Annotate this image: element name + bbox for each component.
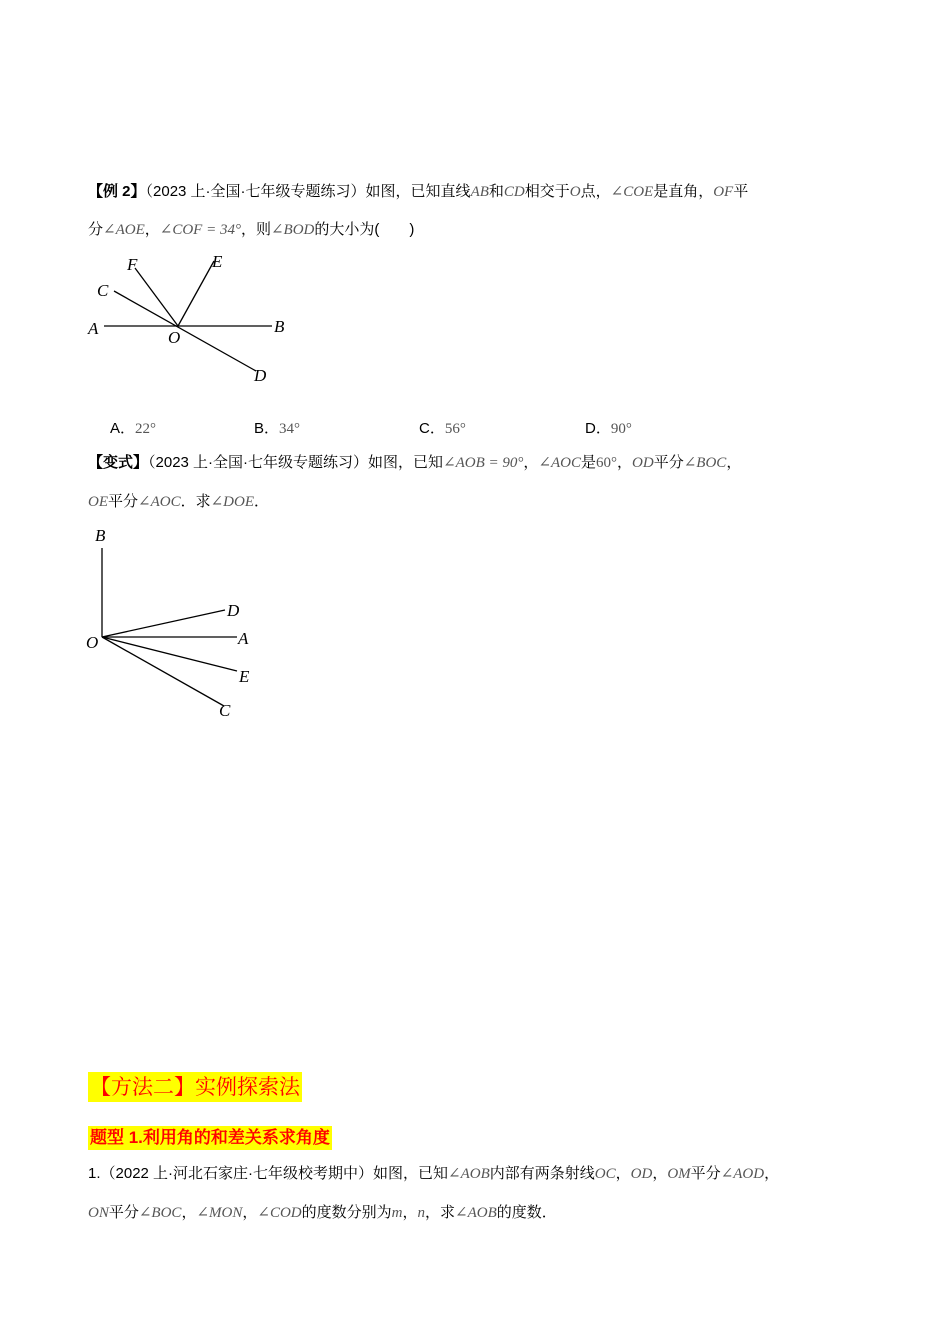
- text: ，: [523, 454, 539, 471]
- choice-letter: B．: [254, 420, 280, 437]
- math: AB: [470, 184, 489, 200]
- text: 分: [88, 221, 104, 238]
- math: ∠MON: [196, 1205, 243, 1221]
- math: OD: [632, 455, 654, 471]
- math: ∠COD: [257, 1205, 302, 1221]
- math: ∠AOB: [455, 1205, 497, 1221]
- label-c: C: [219, 701, 231, 720]
- text: 1.（2022 上·河北石家庄·七年级校考期中）如图，已知: [88, 1165, 449, 1182]
- text: ，则: [240, 221, 271, 238]
- label-d: D: [227, 601, 240, 620]
- text: 是: [581, 454, 597, 471]
- variant-tag: 【变式】: [88, 454, 149, 471]
- label-b: B: [274, 317, 285, 336]
- text: 内部有两条射线: [489, 1165, 595, 1182]
- text: ，: [242, 1204, 258, 1221]
- example2-source: （2023 上·全国·七年级专题练习）: [145, 183, 366, 200]
- text: ，: [617, 454, 633, 471]
- example2-line1: [88, 181, 748, 203]
- math: ∠AOE: [103, 222, 145, 238]
- label-e: E: [212, 252, 223, 271]
- label-a: A: [238, 629, 249, 648]
- math: ∠COE: [610, 184, 654, 200]
- math: O: [569, 184, 581, 200]
- text: 平分: [653, 454, 684, 471]
- choice-value: 90°: [610, 421, 632, 437]
- choice-letter: D．: [585, 420, 611, 437]
- text: 的大小为( ): [314, 221, 415, 238]
- label-o: O: [86, 633, 99, 652]
- math: OF: [713, 184, 734, 200]
- variant-figure: [80, 520, 280, 725]
- line-cd: [114, 291, 256, 371]
- math: ∠AOC: [138, 494, 181, 510]
- text: 是直角，: [653, 183, 714, 200]
- math: ∠COF = 34°: [159, 222, 241, 238]
- choice-value: 56°: [444, 421, 466, 437]
- label-f: F: [127, 255, 138, 274]
- text: 点，: [580, 183, 611, 200]
- math: m: [391, 1205, 403, 1221]
- ray-oe: [178, 261, 214, 326]
- text: 的度数分别为: [301, 1204, 392, 1221]
- math: ∠AOD: [720, 1166, 765, 1182]
- math: OD: [630, 1166, 653, 1182]
- ray-of: [135, 268, 178, 326]
- variant-line2: [88, 491, 269, 513]
- choice-b[interactable]: [254, 418, 300, 440]
- label-d: D: [254, 366, 267, 385]
- text: ．求: [180, 493, 211, 510]
- math: OE: [88, 494, 108, 510]
- method2-heading: 【方法二】实例探索法: [88, 1072, 302, 1102]
- example2-line2: [88, 219, 414, 241]
- choice-a[interactable]: [110, 418, 156, 440]
- choice-value: 22°: [135, 421, 157, 437]
- choice-value: 34°: [279, 421, 301, 437]
- math: ∠BOC: [683, 455, 727, 471]
- text: 相交于: [524, 183, 570, 200]
- variant-line1: [88, 452, 741, 474]
- label-b: B: [95, 526, 106, 545]
- label-a: A: [88, 319, 99, 338]
- text: ，: [726, 454, 742, 471]
- math: ∠BOD: [270, 222, 315, 238]
- choice-letter: C．: [419, 420, 445, 437]
- ray-oc: [102, 637, 224, 706]
- choice-c[interactable]: [419, 418, 466, 440]
- math: CD: [503, 184, 525, 200]
- math: ∠DOE: [210, 494, 255, 510]
- type1-heading: 题型 1.利用角的和差关系求角度: [88, 1126, 332, 1150]
- text: ，: [615, 1165, 631, 1182]
- text: ，: [652, 1165, 668, 1182]
- math: ∠AOC: [538, 455, 582, 471]
- text: 如图，已知: [368, 454, 444, 471]
- label-c: C: [97, 281, 109, 300]
- label-o: O: [168, 328, 181, 347]
- math: ON: [88, 1205, 109, 1221]
- variant-source: （2023 上·全国·七年级专题练习）: [148, 454, 369, 471]
- problem1-line1: [88, 1163, 779, 1185]
- math: n: [417, 1205, 425, 1221]
- text: ．: [254, 493, 270, 510]
- text: ，求: [425, 1204, 456, 1221]
- text: 平分: [108, 1204, 139, 1221]
- text: ，: [402, 1204, 418, 1221]
- math: 60°: [596, 455, 618, 471]
- choice-d[interactable]: [585, 418, 632, 440]
- example2-figure: [80, 245, 310, 390]
- math: OM: [667, 1166, 691, 1182]
- ray-od: [102, 610, 225, 637]
- text: ，: [181, 1204, 197, 1221]
- text: 平分: [690, 1165, 721, 1182]
- text: 的度数．: [496, 1204, 557, 1221]
- math: ∠AOB = 90°: [443, 455, 524, 471]
- example2-tag: 【例 2】: [88, 183, 146, 200]
- problem1-line2: [88, 1202, 557, 1224]
- math: ∠BOC: [138, 1205, 182, 1221]
- text: ，: [144, 221, 160, 238]
- text: 平: [733, 183, 749, 200]
- choice-letter: A．: [110, 420, 136, 437]
- math: ∠AOB: [448, 1166, 490, 1182]
- ray-oe: [102, 637, 237, 671]
- label-e: E: [239, 667, 250, 686]
- text: 平分: [108, 493, 139, 510]
- text: 和: [488, 183, 504, 200]
- text: 如图，已知直线: [365, 183, 471, 200]
- text: ，: [764, 1165, 780, 1182]
- math: OC: [594, 1166, 616, 1182]
